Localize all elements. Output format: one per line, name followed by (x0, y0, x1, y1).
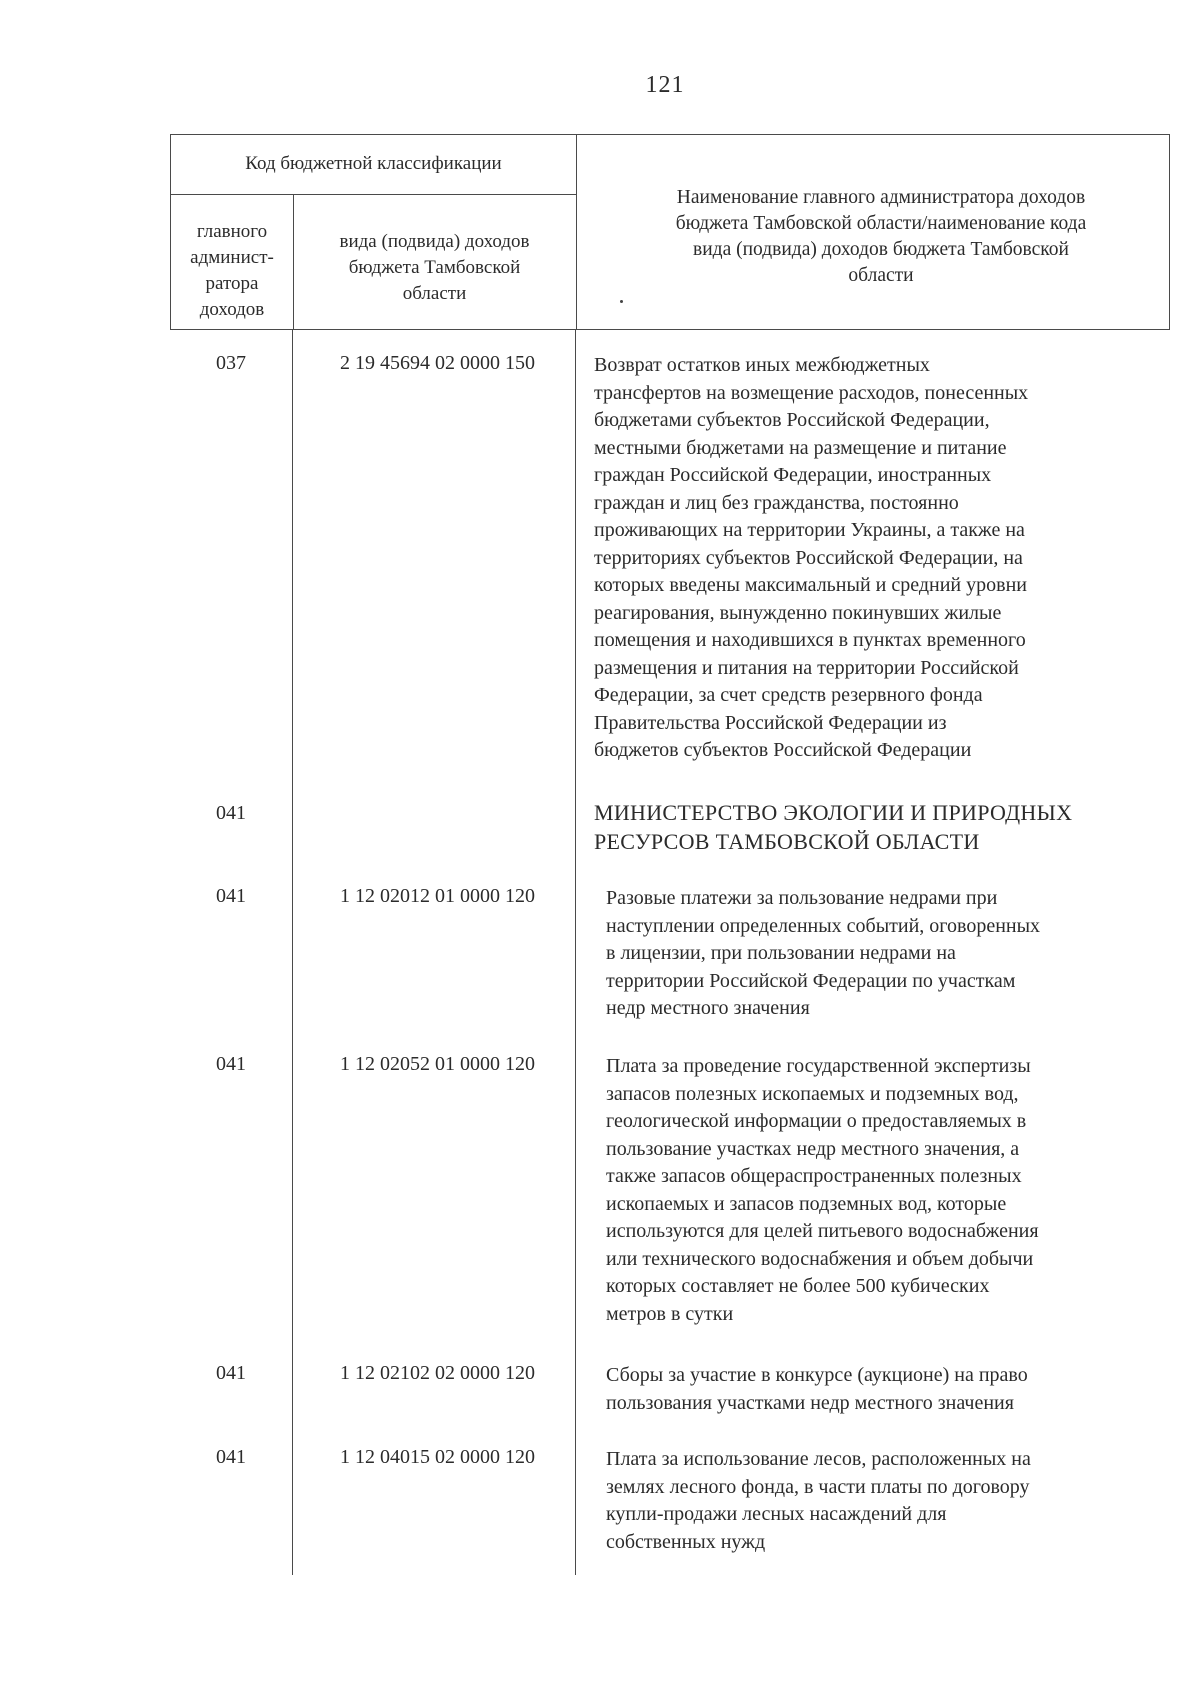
admin-code: 041 (216, 1053, 246, 1075)
header-col-name: Наименование главного администратора доходов бюджета Тамбовской области/наименование кода вида (подвида) доходов бюджета Тамбовской области (675, 187, 1087, 286)
admin-code: 041 (216, 1446, 246, 1468)
income-code: 1 12 04015 02 0000 120 (340, 1446, 535, 1468)
header-col-income-code: вида (подвида) доходов бюджета Тамбовской области (339, 231, 530, 304)
column-divider-2 (575, 330, 576, 1575)
income-code: 1 12 02052 01 0000 120 (340, 1053, 535, 1075)
page-number: 121 (645, 72, 685, 98)
header-divider-mid (576, 135, 577, 329)
income-code: 1 12 02012 01 0000 120 (340, 885, 535, 907)
income-name: Возврат остатков иных межбюджетных трансфертов на возмещение расходов, понесенных бюджетами субъектов Российской Федерации, местными бюджетами на размещение и питание граждан Российской Федерации, иностранных граждан и лиц без гражданства, постоянно проживающих на территории Украины, а также на территориях субъектов Российской Федерации, на которых введены максимальный и средний уровни реагирования, вынужденно покинувших жилые помещения и находившихся в пунктах временного размещения и питания на территории Российской Федерации, за счет средств резервного фонда Правительства Российской Федерации из бюджетов субъектов Российской Федерации (594, 354, 1029, 761)
income-name: Сборы за участие в конкурсе (аукционе) на право пользования участками недр местного значения (606, 1364, 1028, 1414)
column-divider-1 (292, 330, 293, 1575)
admin-code: 041 (216, 802, 246, 824)
stray-dot (620, 300, 623, 303)
table-header (170, 134, 1170, 330)
ministry-title: МИНИСТЕРСТВО ЭКОЛОГИИ И ПРИРОДНЫХ РЕСУРСОВ ТАМБОВСКОЙ ОБЛАСТИ (594, 800, 1073, 854)
income-name: Плата за использование лесов, расположенных на землях лесного фонда, в части платы по договору купли-продажи лесных насаждений для собственных нужд (606, 1448, 1031, 1553)
admin-code: 037 (216, 352, 246, 374)
income-code: 2 19 45694 02 0000 150 (340, 352, 535, 374)
income-code: 1 12 02102 02 0000 120 (340, 1362, 535, 1384)
income-name: Плата за проведение государственной экспертизы запасов полезных ископаемых и подземных вод, геологической информации о предоставляемых в пользование участках недр местного значения, а также запасов общераспространенных полезных ископаемых и запасов подземных вод, которые используются для целей питьевого водоснабжения или технического водоснабжения и объем добычи которых составляет не более 500 кубических метров в сутки (606, 1055, 1039, 1325)
admin-code: 041 (216, 885, 246, 907)
income-name: Разовые платежи за пользование недрами при наступлении определенных событий, оговоренных в лицензии, при пользовании недрами на территории Российской Федерации по участкам недр местного значения (606, 887, 1041, 1019)
admin-code: 041 (216, 1362, 246, 1384)
header-group-title: Код бюджетной классификации (245, 153, 502, 174)
header-col-admin: главного админист- ратора доходов (190, 221, 274, 320)
header-divider (171, 194, 576, 195)
